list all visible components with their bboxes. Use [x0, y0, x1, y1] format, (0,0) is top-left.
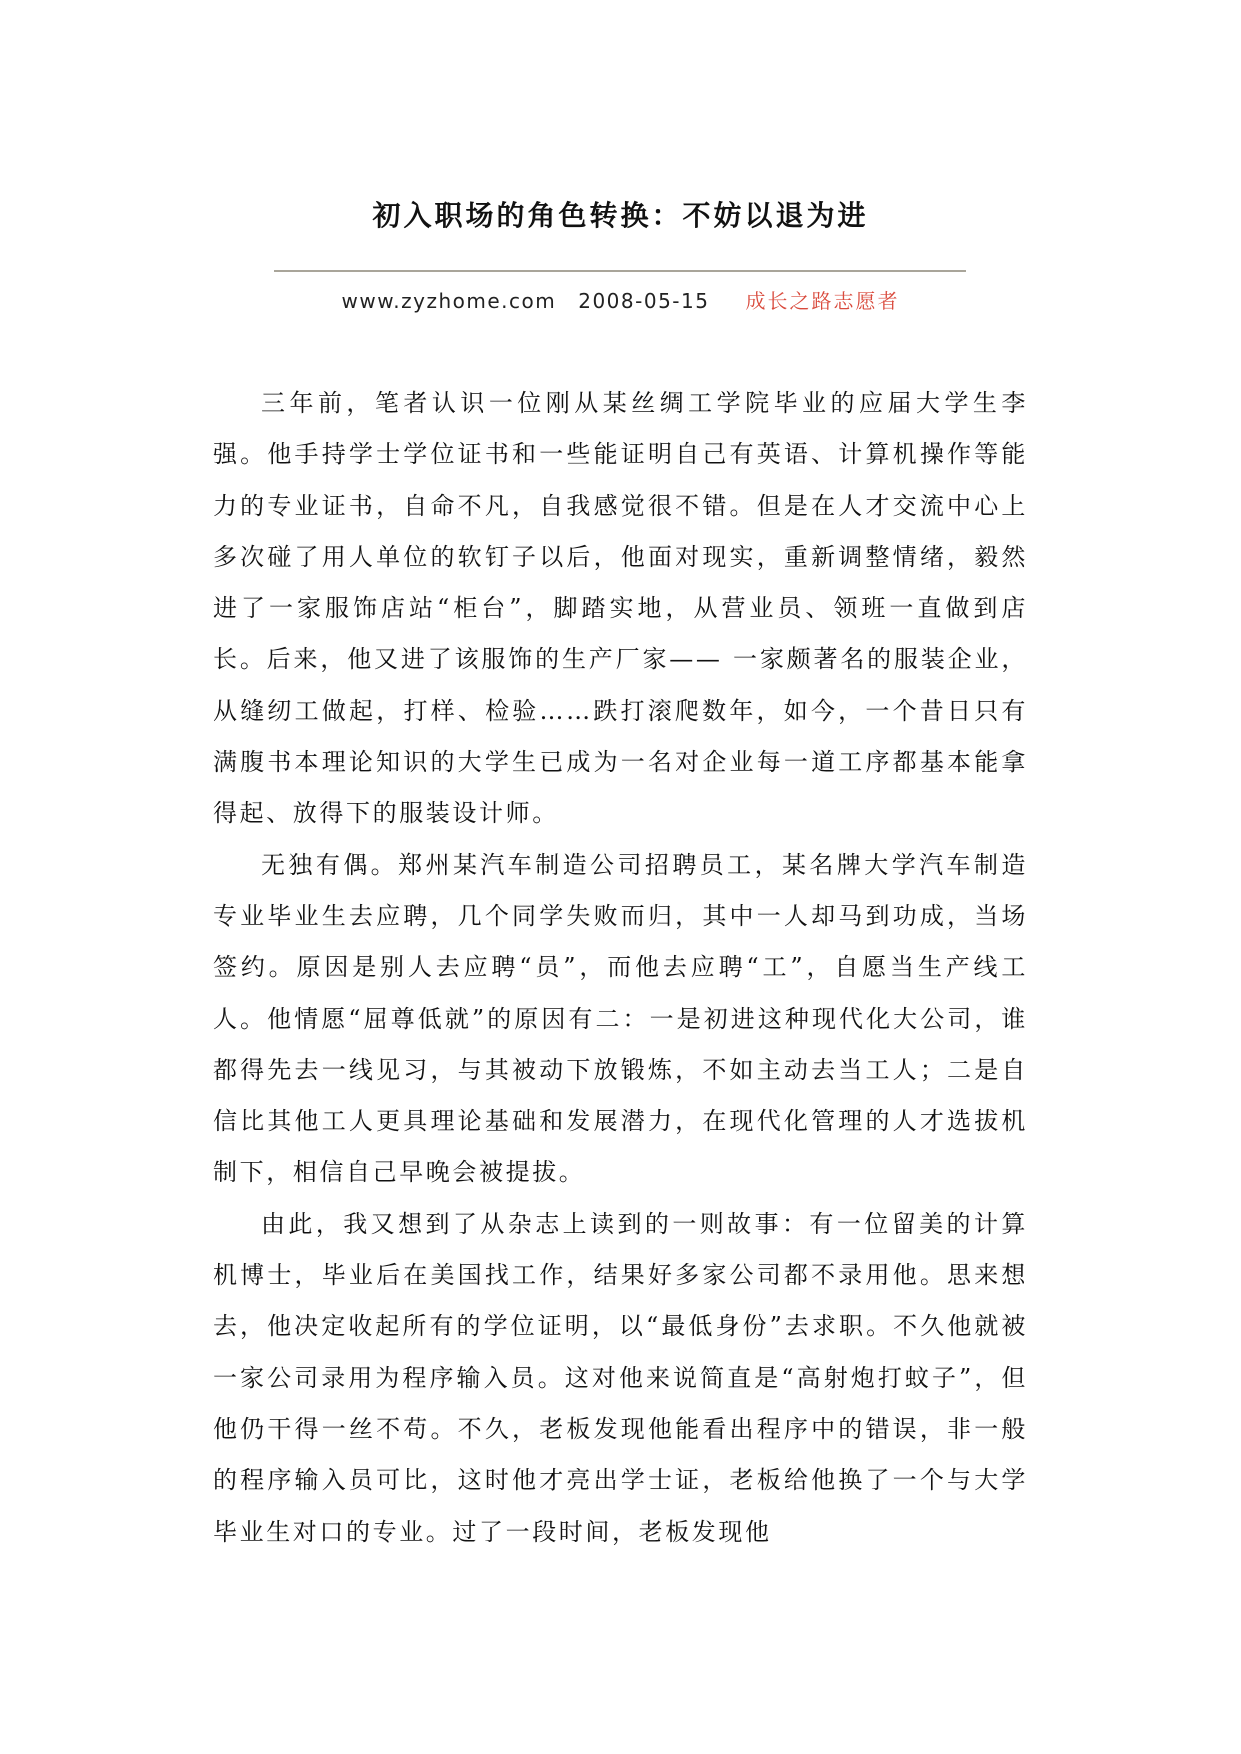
source-site: www.zyzhome.com	[341, 289, 557, 313]
article-body	[213, 378, 1028, 1558]
paragraph-3: 由此，我又想到了从杂志上读到的一则故事：有一位留美的计算机博士，毕业后在美国找工作，结果好多家公司都不录用他。思来想去，他决定收起所有的学位证明，以“最低身份”去求职。不久他就被一家公司录用为程序输入员。这对他来说简直是“高射炮打蚊子”，但他仍干得一丝不苟。不久，老板发现他能看出程序中的错误，非一般的程序输入员可比，这时他才亮出学士证，老板给他换了一个与大学毕业生对口的专业。过了一段时间，老板发现他	[213, 1209, 1028, 1546]
publish-date: 2008-05-15	[578, 289, 710, 313]
article-meta	[0, 287, 1241, 315]
paragraph-2: 无独有偶。郑州某汽车制造公司招聘员工，某名牌大学汽车制造专业毕业生去应聘，几个同学失败而归，其中一人却马到功成，当场签约。原因是别人去应聘“员”，而他去应聘“工”，自愿当生产线工人。他情愿“屈尊低就”的原因有二：一是初进这种现代化大公司，谁都得先去一线见习，与其被动下放锻炼，不如主动去当工人；二是自信比其他工人更具理论基础和发展潜力，在现代化管理的人才选拔机制下，相信自己早晚会被提拔。	[213, 850, 1028, 1187]
paragraph-1: 三年前，笔者认识一位刚从某丝绸工学院毕业的应届大学生李强。他手持学士学位证书和一些能证明自己有英语、计算机操作等能力的专业证书，自命不凡，自我感觉很不错。但是在人才交流中心上多次碰了用人单位的软钉子以后，他面对现实，重新调整情绪，毅然进了一家服饰店站“柜台”，脚踏实地，从营业员、领班一直做到店长。后来，他又进了该服饰的生产厂家—— 一家颇著名的服装企业，从缝纫工做起，打样、检验……跌打滚爬数年，如今，一个昔日只有满腹书本理论知识的大学生已成为一名对企业每一道工序都基本能拿得起、放得下的服装设计师。	[213, 389, 1028, 828]
title-divider	[274, 270, 966, 272]
article-title: 初入职场的角色转换：不妨以退为进	[372, 199, 869, 232]
author-name: 成长之路志愿者	[745, 289, 900, 313]
